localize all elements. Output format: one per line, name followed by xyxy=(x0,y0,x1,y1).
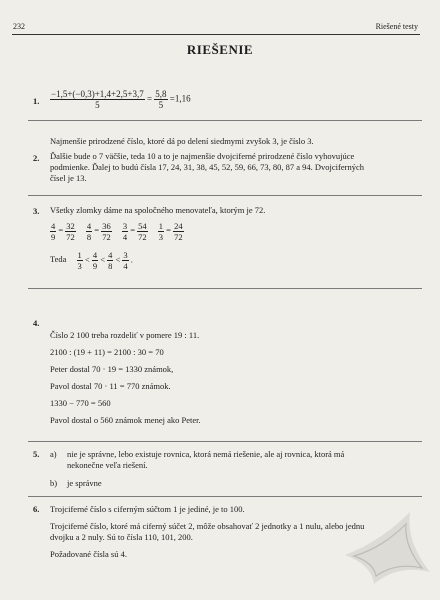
q3-frac-denominator: 72 xyxy=(102,232,111,242)
q1-result: =1,16 xyxy=(169,93,191,104)
q3-frac-numerator: 1 xyxy=(77,250,82,260)
q5-a-label: a) xyxy=(50,449,57,459)
q1-fraction xyxy=(50,89,145,110)
q1-frac2-numerator: 5,8 xyxy=(155,89,167,99)
q2-number: 2. xyxy=(33,153,40,163)
q3-teda: Teda xyxy=(50,254,67,265)
q1-denominator: 5 xyxy=(95,100,100,110)
separator xyxy=(28,441,422,442)
q1-frac2-denominator: 5 xyxy=(158,100,164,110)
q3-equals: = xyxy=(166,225,171,236)
q4-line: Peter dostal 70 · 19 = 1330 známok, xyxy=(50,364,174,374)
q2-line-2: podmienke. Ďalej to budú čísla 17, 24, 31, 38, 45, 52, 59, 66, 73, 80, 87 a 94. Dvojciferných xyxy=(50,162,364,172)
q3-frac-numerator: 4 xyxy=(51,221,56,231)
q3-frac-denominator: 9 xyxy=(92,261,98,271)
q3-frac-denominator: 72 xyxy=(66,232,75,242)
q3-fraction-pair xyxy=(122,221,150,242)
q5-a-line-1: nie je správne, lebo existuje rovnica, ktorá nemá riešenie, ale aj rovnica, ktorá má xyxy=(67,449,345,459)
q3-frac-numerator: 3 xyxy=(123,250,128,260)
q1-note: Najmenšie prirodzené číslo, ktoré dá po delení siedmymi zvyšok 3, je číslo 3. xyxy=(50,136,314,146)
q5-a-line-2: nekonečne veľa riešení. xyxy=(67,460,148,470)
q4-line: 2100 : (19 + 11) = 2100 : 30 = 70 xyxy=(50,347,164,357)
q6-number: 6. xyxy=(33,504,40,514)
q3-number: 3. xyxy=(33,206,40,216)
q2-line-3: čísel je 13. xyxy=(50,173,87,183)
q3-frac xyxy=(122,250,128,271)
q3-fraction-pair xyxy=(86,221,114,242)
page-number: 232 xyxy=(13,22,25,31)
q4-line: Pavol dostal 70 · 11 = 770 známok. xyxy=(50,381,171,391)
running-header: Riešené testy xyxy=(375,22,418,31)
q6-line-3: dvojku a 2 nuly. Sú to čísla 110, 101, 200. xyxy=(50,532,193,542)
q3-less-than: < xyxy=(115,254,121,265)
q1-fraction-2 xyxy=(154,89,167,110)
q3-frac-denominator: 4 xyxy=(122,232,128,242)
q3-frac-denominator: 8 xyxy=(108,261,113,271)
q3-frac-numerator: 4 xyxy=(86,221,92,231)
q5-b-text: je správne xyxy=(67,478,102,488)
q1-numerator: −1,5+(−0,3)+1,4+2,5+3,7 xyxy=(51,89,144,99)
q2-line-1: Ďalšie bude o 7 väčšie, teda 10 a to je najmenšie dvojciferné prirodzené číslo vyhovujúce xyxy=(50,151,355,161)
q3-period: . xyxy=(130,254,133,265)
q3-frac-numerator: 36 xyxy=(102,221,111,231)
q4-line: Číslo 2 100 treba rozdeliť v pomere 19 : 11. xyxy=(50,330,200,340)
separator xyxy=(28,120,422,121)
q3-frac-numerator: 32 xyxy=(66,221,75,231)
q3-frac xyxy=(50,221,56,242)
q6-line-4: Požadované čísla sú 4. xyxy=(50,549,127,559)
header-rule xyxy=(12,34,420,35)
q3-less-than: < xyxy=(84,254,90,265)
q4-number: 4. xyxy=(33,318,40,328)
q3-frac xyxy=(92,250,98,271)
q5-number: 5. xyxy=(33,449,40,459)
q1-equals: = xyxy=(146,93,153,104)
q6-line-1: Trojciferné číslo s ciferným súčtom 1 je jediné, je to 100. xyxy=(50,504,245,514)
q3-frac-denominator: 72 xyxy=(138,232,147,242)
q3-frac-denominator: 9 xyxy=(51,232,56,242)
q3-frac-numerator: 1 xyxy=(158,221,164,231)
q3-frac-numerator: 4 xyxy=(108,250,113,260)
q3-frac-numerator: 24 xyxy=(174,221,183,231)
q5-b-label: b) xyxy=(50,478,58,488)
q3-frac xyxy=(65,221,76,242)
q4-line: 1330 − 770 = 560 xyxy=(50,398,111,408)
q3-ordering xyxy=(50,250,133,271)
q1-expression xyxy=(50,89,191,110)
q6-line-2: Trojciferné číslo, ktoré má ciferný súčet 2, môže obsahovať 2 jednotky a 1 nulu, alebo jednu xyxy=(50,521,365,531)
q3-frac-numerator: 54 xyxy=(138,221,147,231)
q3-frac-denominator: 3 xyxy=(158,232,164,242)
q3-less-than: < xyxy=(100,254,105,265)
q3-frac-numerator: 3 xyxy=(122,221,128,231)
q3-frac xyxy=(173,221,184,242)
q3-equals: = xyxy=(58,225,64,236)
q4-line: Pavol dostal o 560 známok menej ako Peter. xyxy=(50,415,201,425)
q3-line-1: Všetky zlomky dáme na spoločného menovateľa, ktorým je 72. xyxy=(50,205,266,215)
star-watermark-icon xyxy=(310,450,440,600)
q3-frac-denominator: 4 xyxy=(123,261,128,271)
separator xyxy=(28,288,422,289)
separator xyxy=(28,195,422,196)
q3-fraction-pair xyxy=(158,221,184,242)
q3-frac xyxy=(101,221,112,242)
q3-frac xyxy=(77,250,83,271)
q3-frac-denominator: 72 xyxy=(174,232,183,242)
q3-frac xyxy=(86,221,92,242)
q3-frac xyxy=(158,221,164,242)
q1-number: 1. xyxy=(33,96,40,106)
page-title: RIEŠENIE xyxy=(186,42,254,57)
q3-equals: = xyxy=(94,225,100,236)
q3-frac xyxy=(122,221,128,242)
q3-frac xyxy=(107,250,113,271)
q3-fraction-list xyxy=(50,221,184,242)
q3-frac xyxy=(137,221,148,242)
q3-frac-numerator: 4 xyxy=(92,250,98,260)
q3-equals: = xyxy=(130,225,136,236)
q3-frac-denominator: 3 xyxy=(77,261,82,271)
q3-fraction-pair xyxy=(50,221,78,242)
q3-frac-denominator: 8 xyxy=(86,232,92,242)
